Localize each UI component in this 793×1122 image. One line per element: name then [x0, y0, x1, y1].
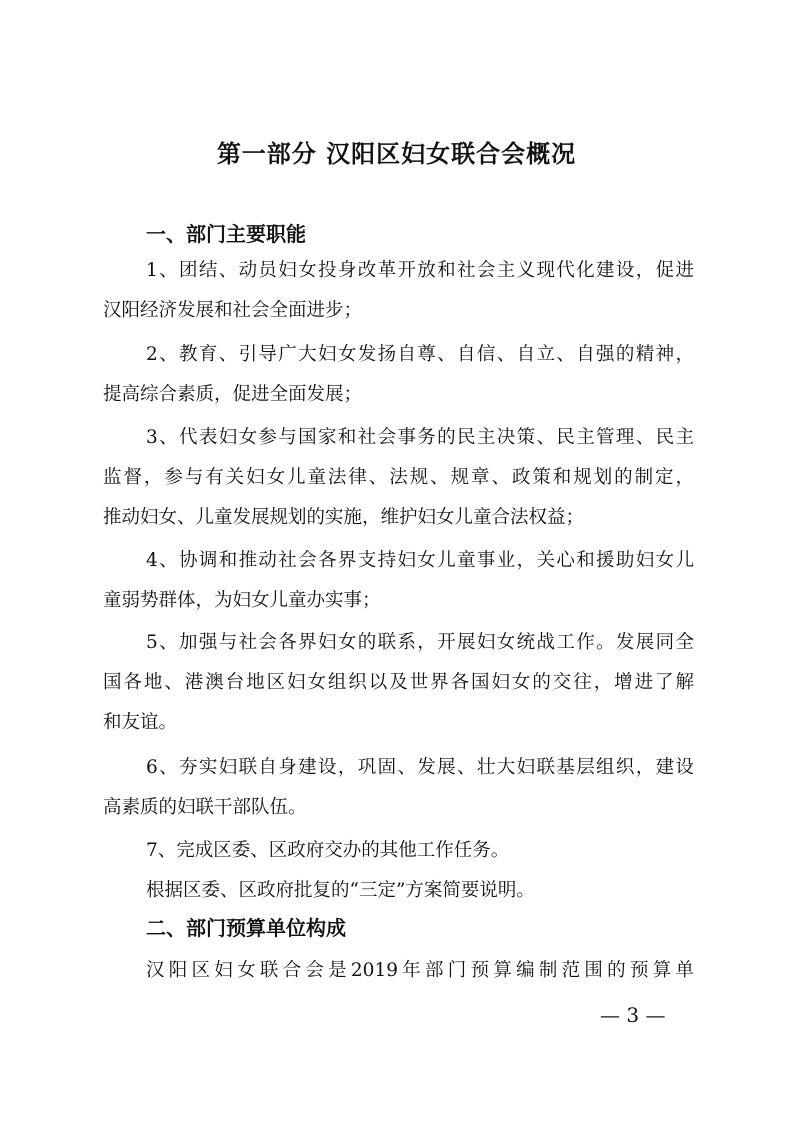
paragraph-line: 汉阳经济发展和社会全面进步； [103, 300, 363, 321]
paragraph-line: 高素质的妇联干部队伍。 [103, 797, 307, 818]
paragraph-line: 3、代表妇女参与国家和社会事务的民主决策、民主管理、民主 [146, 427, 694, 448]
paragraph-line: 6、夯实妇联自身建设，巩固、发展、壮大妇联基层组织，建设 [146, 757, 694, 778]
paragraph-line: 2、教育、引导广大妇女发扬自尊、自信、自立、自强的精神， [146, 344, 694, 365]
paragraph-line: 4、协调和推动社会各界支持妇女儿童事业，关心和援助妇女儿 [146, 550, 694, 571]
paragraph-line: 1、团结、动员妇女投身改革开放和社会主义现代化建设，促进 [146, 260, 694, 281]
paragraph-line: 5、加强与社会各界妇女的联系，开展妇女统战工作。发展同全 [146, 632, 694, 653]
paragraph-line: 提高综合素质，促进全面发展； [103, 384, 363, 405]
paragraph-line: 监督，参与有关妇女儿童法律、法规、规章、政策和规划的制定， [103, 467, 694, 488]
paragraph-line: 国各地、港澳台地区妇女组织以及世界各国妇女的交往，增进了解 [103, 672, 694, 693]
paragraph-line: 根据区委、区政府批复的“三定”方案简要说明。 [146, 880, 535, 901]
paragraph-line: 推动妇女、儿童发展规划的实施，维护妇女儿童合法权益； [103, 507, 585, 528]
page-title: 第一部分 汉阳区妇女联合会概况 [216, 140, 577, 168]
page-number: — 3 — [600, 1003, 666, 1027]
section-heading-units: 二、部门预算单位构成 [146, 916, 346, 940]
paragraph-line: 和友谊。 [103, 712, 178, 733]
paragraph-line: 汉阳区妇女联合会是2019年部门预算编制范围的预算单 [146, 960, 694, 981]
paragraph-line: 7、完成区委、区政府交办的其他工作任务。 [146, 840, 510, 861]
section-heading-functions: 一、部门主要职能 [146, 222, 306, 246]
paragraph-line: 童弱势群体，为妇女儿童办实事； [103, 590, 381, 611]
